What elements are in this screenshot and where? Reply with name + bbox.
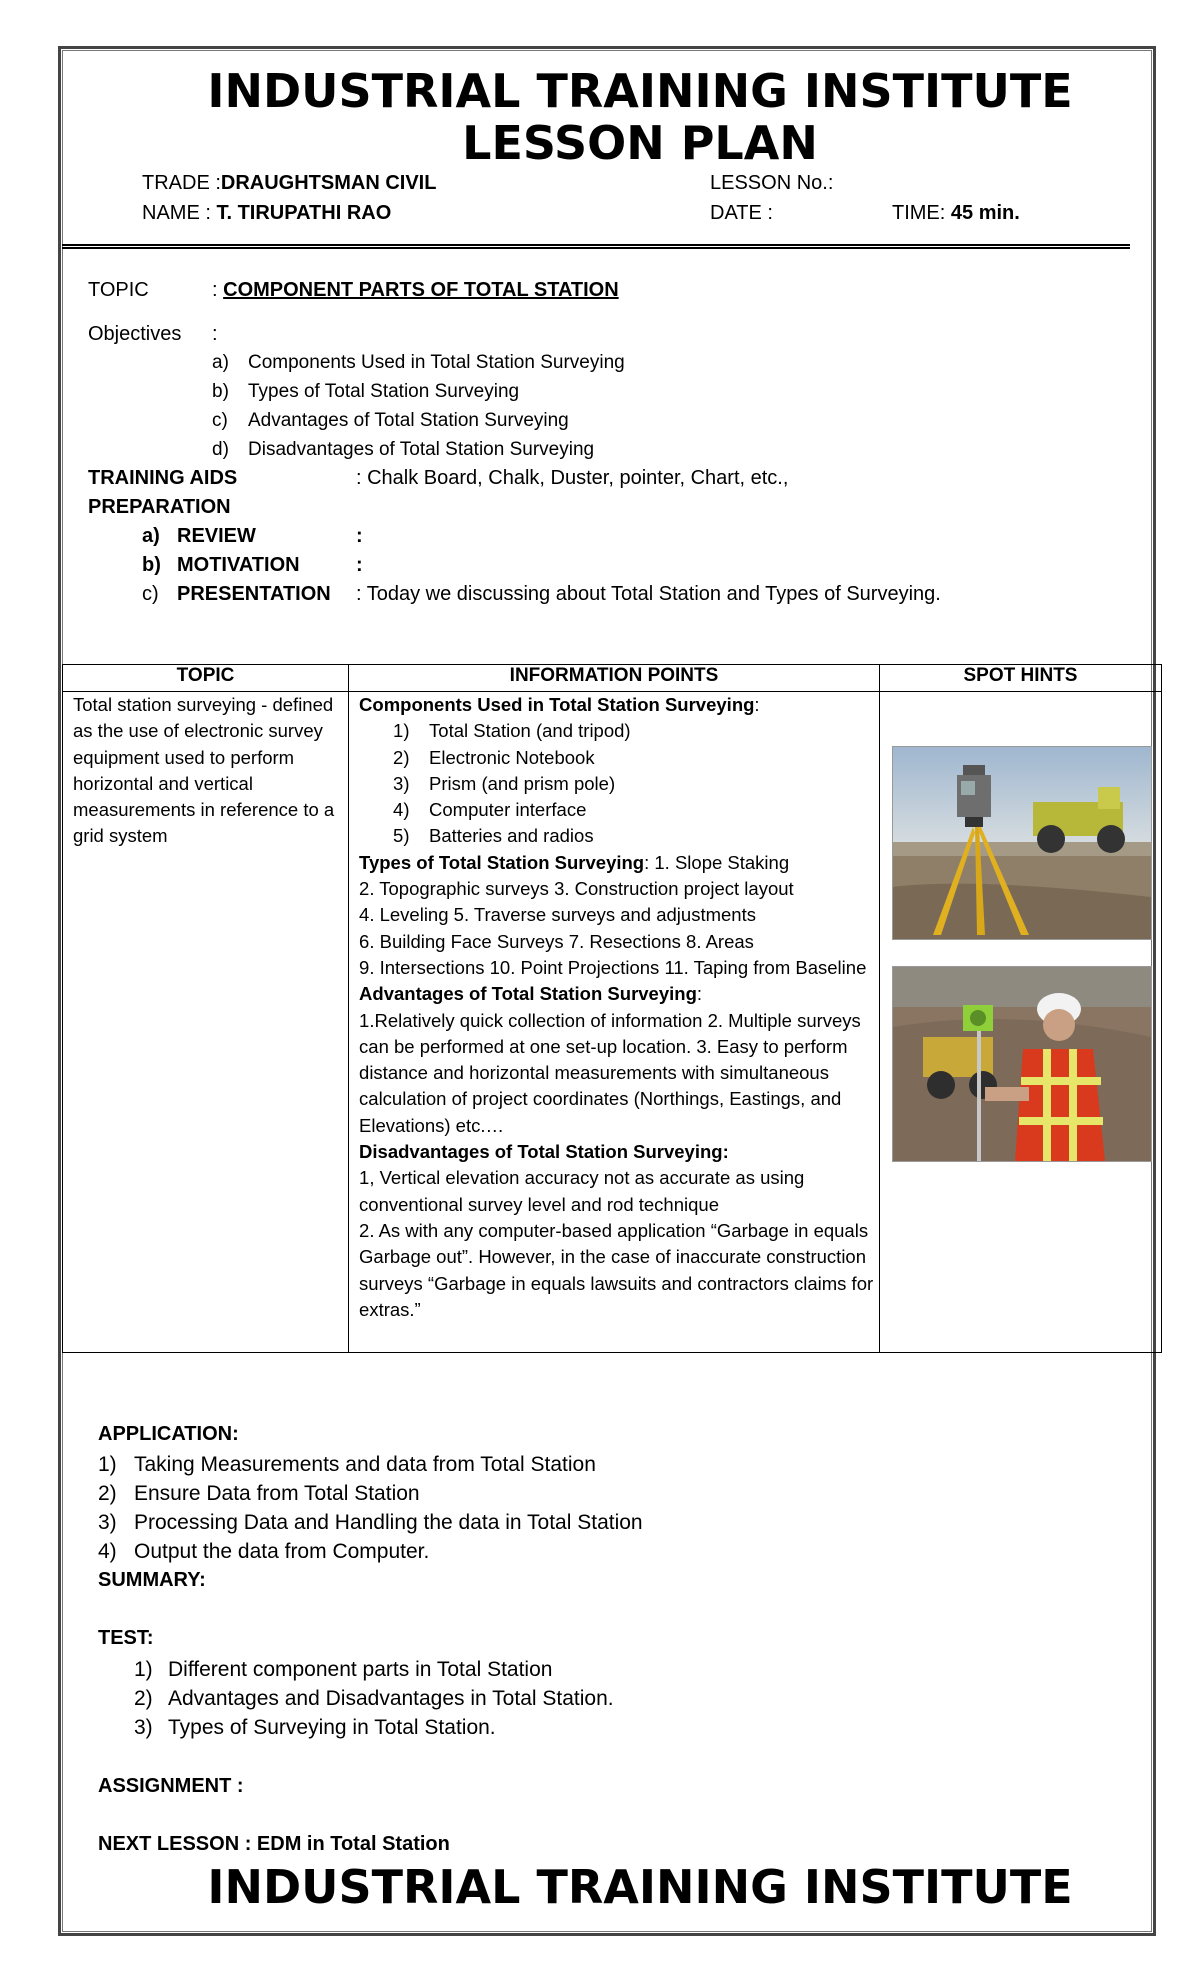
component-number: 1) [393, 720, 410, 742]
application-number: 3) [98, 1511, 117, 1534]
topic-cell [63, 692, 349, 1353]
types-heading: Types of Total Station Surveying [359, 851, 645, 873]
types-first: : 1. Slope Staking [644, 851, 790, 873]
objectives-list [212, 348, 625, 464]
application-number: 1) [98, 1453, 117, 1476]
application-text: Processing Data and Handling the data in Total Station [134, 1511, 643, 1534]
application-item [98, 1479, 420, 1508]
component-text: Batteries and radios [429, 825, 594, 847]
trade-label: TRADE : [142, 172, 221, 194]
objective-text: Components Used in Total Station Surveying [248, 352, 625, 373]
objective-item [212, 435, 625, 464]
name-label: NAME : [142, 202, 217, 224]
application-number: 4) [98, 1540, 117, 1563]
test-label: TEST: [98, 1627, 154, 1649]
objective-number: d) [212, 439, 229, 460]
total-station-photo [892, 746, 1152, 940]
review-number: a) [142, 525, 160, 547]
presentation-number: c) [142, 583, 159, 605]
topic-colon: : [212, 279, 224, 301]
test-number: 3) [134, 1716, 153, 1739]
test-item [134, 1684, 614, 1713]
surveyor-prism-photo-image [893, 967, 1151, 1161]
topic-definition: Total station surveying - defined as the use of electronic survey equipment used to perform horizontal and vertical measurements in reference to a grid system [73, 694, 335, 847]
disadvantages-heading: Disadvantages of Total Station Surveying: [359, 1141, 729, 1163]
objective-text: Types of Total Station Surveying [248, 381, 520, 402]
motivation-value: : [356, 554, 363, 576]
training-aids-value: : Chalk Board, Chalk, Duster, pointer, Chart, etc., [356, 467, 789, 489]
lesson-table [62, 664, 1162, 1353]
trade-line [142, 172, 436, 195]
name-line [142, 202, 391, 225]
component-item [359, 718, 875, 744]
component-item [359, 771, 875, 797]
review-label: REVIEW [177, 525, 256, 547]
component-text: Electronic Notebook [429, 746, 595, 768]
objective-text: Disadvantages of Total Station Surveying [248, 439, 595, 460]
advantages-colon: : [696, 983, 703, 1005]
application-item [98, 1450, 596, 1479]
objective-number: c) [212, 410, 228, 431]
component-item [359, 745, 875, 771]
review-value: : [356, 525, 363, 547]
component-text: Total Station (and tripod) [429, 720, 631, 742]
components-colon: : [754, 694, 760, 715]
table-header-spot-hints: SPOT HINTS [879, 665, 1161, 692]
application-text: Taking Measurements and data from Total Station [134, 1453, 596, 1476]
table-header-information-points: INFORMATION POINTS [349, 665, 880, 692]
next-lesson-label: NEXT LESSON : EDM in Total Station [98, 1833, 450, 1855]
topic-label: TOPIC [88, 279, 149, 301]
objective-number: a) [212, 352, 229, 373]
presentation-label: PRESENTATION [177, 583, 331, 605]
test-number: 2) [134, 1687, 153, 1710]
component-item [359, 823, 875, 849]
assignment-label: ASSIGNMENT : [98, 1775, 244, 1797]
test-number: 1) [134, 1658, 153, 1681]
header-divider [62, 244, 1130, 249]
spot-hints-cell [879, 692, 1161, 1353]
table-row [63, 692, 1162, 1353]
table-header-row [63, 665, 1162, 692]
time-label: TIME: [892, 202, 951, 224]
component-text: Computer interface [429, 799, 587, 821]
application-item [98, 1508, 643, 1537]
advantages-heading-line [359, 981, 875, 1007]
test-item [134, 1655, 552, 1684]
disadvantage-1: 1, Vertical elevation accuracy not as accurate as using conventional survey level and rod technique [359, 1167, 805, 1215]
types-line: 6. Building Face Surveys 7. Resections 8. Areas [359, 930, 754, 952]
objective-item [212, 377, 625, 406]
types-line: 9. Intersections 10. Point Projections 11. Taping from Baseline [359, 956, 867, 978]
types-line: 2. Topographic surveys 3. Construction project layout [359, 878, 794, 900]
test-text: Types of Surveying in Total Station. [168, 1716, 496, 1739]
lesson-plan-title: LESSON PLAN [462, 116, 818, 170]
application-item [98, 1537, 429, 1566]
time-value: 45 min. [950, 202, 1020, 224]
test-text: Different component parts in Total Station [168, 1658, 553, 1681]
component-number: 4) [393, 799, 410, 821]
disadvantage-2: 2. As with any computer-based application “Garbage in equals Garbage out”. However, in the case of inaccurate construction surveys “Garbage in equals lawsuits and contractors claims for extras.” [359, 1219, 874, 1320]
topic-line [212, 278, 619, 302]
topic-value: COMPONENT PARTS OF TOTAL STATION [223, 279, 619, 301]
objective-item [212, 406, 625, 435]
component-number: 5) [393, 825, 410, 847]
name-value: T. TIRUPATHI RAO [216, 202, 392, 224]
test-text: Advantages and Disadvantages in Total Station. [168, 1687, 614, 1710]
total-station-photo-image [893, 747, 1151, 939]
motivation-number: b) [142, 554, 161, 576]
objective-text: Advantages of Total Station Surveying [248, 410, 569, 431]
training-aids-label: TRAINING AIDS [88, 467, 238, 489]
footer-institute-title: INDUSTRIAL TRAINING INSTITUTE [207, 1860, 1073, 1914]
advantages-heading: Advantages of Total Station Surveying [359, 983, 697, 1005]
lesson-no-label: LESSON No.: [710, 172, 834, 194]
advantages-text: 1.Relatively quick collection of information 2. Multiple surveys can be performed at one set-up location. 3. Easy to perform distance and horizontal measurements with simultaneous calculation of project coordinates (Northings, Eastings, and Elevations) etc.… [359, 1009, 861, 1136]
objectives-label: Objectives [88, 323, 182, 345]
component-number: 2) [393, 746, 410, 768]
presentation-value: : Today we discussing about Total Station and Types of Surveying. [356, 583, 941, 605]
component-number: 3) [393, 772, 410, 794]
component-item [359, 797, 875, 823]
institute-title: INDUSTRIAL TRAINING INSTITUTE [207, 64, 1073, 118]
objectives-colon: : [212, 323, 218, 345]
components-heading: Components Used in Total Station Surveying [359, 694, 755, 715]
types-line: 4. Leveling 5. Traverse surveys and adjustments [359, 904, 756, 926]
objective-number: b) [212, 381, 229, 402]
preparation-label: PREPARATION [88, 496, 231, 518]
component-text: Prism (and prism pole) [429, 772, 616, 794]
components-heading-line [359, 692, 875, 718]
table-header-topic: TOPIC [63, 665, 349, 692]
types-heading-line [359, 850, 875, 876]
objective-item [212, 348, 625, 377]
time-line [892, 202, 1020, 225]
application-label: APPLICATION: [98, 1423, 239, 1445]
application-text: Ensure Data from Total Station [134, 1482, 420, 1505]
application-text: Output the data from Computer. [134, 1540, 430, 1563]
information-points-cell [349, 692, 880, 1353]
test-item [134, 1713, 496, 1742]
trade-value: DRAUGHTSMAN CIVIL [220, 172, 437, 194]
application-number: 2) [98, 1482, 117, 1505]
date-label: DATE : [710, 202, 773, 224]
summary-label: SUMMARY: [98, 1569, 206, 1591]
surveyor-prism-photo [892, 966, 1152, 1162]
motivation-label: MOTIVATION [177, 554, 300, 576]
